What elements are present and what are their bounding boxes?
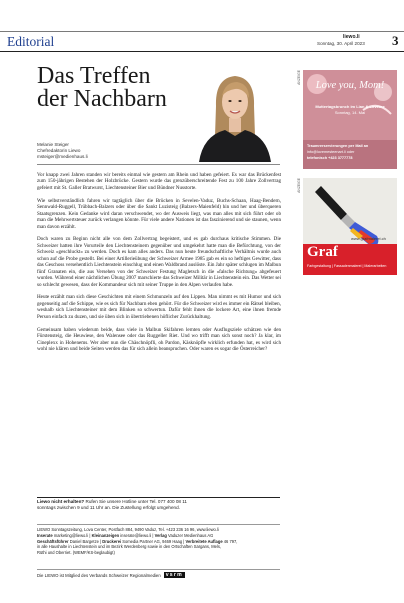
membership-text: Die LIEWO ist Mitglied des Verbands Schweizer Regionalmedien [37,572,161,578]
impressum-line: in alle Haushalte in Liechtenstein und im Bezirk Werdenberg sowie in den Ortschaften Sargans, Mels, [37,544,222,550]
ad-mothers-day[interactable] [303,70,397,169]
byline-divider [37,164,280,165]
delivery-notice-text: Rufen Sie unsere Hotline unter Tel. 077 400 08 11 [84,499,187,504]
ad-brand: Graf [307,244,338,260]
impressum-label: Druckerei [102,538,122,544]
impressum-label: Kleinanzeigen [91,532,120,538]
delivery-notice-text-2: sonntags zwischen 9 und 11 Uhr an. Die Zustellung erfolgt umgehend. [37,505,180,510]
ad-line: Traumrerservierungen per Mail an [307,144,369,148]
membership-divider [37,569,280,570]
header-divider [0,51,404,52]
ad-label: ANZEIGE [297,178,301,193]
paper-name: liewo.li [343,34,360,40]
delivery-notice-lead: Liewo nicht erhalten? [37,499,85,504]
headline [37,65,187,111]
headline-line-2: der Nachbarn [37,86,167,112]
vsrm-logo: vsrm [165,572,183,578]
impressum-label: Geschäftsführer [37,538,69,544]
impressum-value: 46 797, [222,538,238,544]
issue-date: Sonntag, 30. April 2023 [317,41,365,46]
impressum-label: Inserate [37,532,53,538]
impressum-label: Verbreitete Auflage [185,538,223,544]
ad-line: telefonisch +423 3777778 [307,156,353,160]
ad-line: Muttertagsbrunch im Lian & Loveme [315,104,385,109]
header-rule [0,31,404,32]
author-email[interactable]: msteiger@medienhaus.li [37,154,88,160]
paragraph: Gemeinsam haben wiederum beide, dass viele in Malbun Skifahren lernten oder Ausflugsziele schätzen wie den Fürstensteig, die Heuwiese, den Walensee oder das Ruggeller Riet. Und wo trifft man sich sonst noch? Ja klar, im Cineplexx in Hohenems. Wer aber nun die Chäschnöpfli, oh Pardon, Käsknöpfle wirklich erfunden hat, es wird sich wohl nie klären und beide Seiten werden das für sich allein beanspruchen. Oder waren es sogar die Österreicher? [37,326,281,352]
paragraph: Vor knapp zwei Jahren standen wir bereits einmal wie gestern am Rhein und haben gefeiert. Es war das Brückenfest zum 150-jährigen Bestehen der Holzbrücke. Gestern wurde das grenzüberschreitende Fest zu 100 Jahre Zollvertrag gefeiert mit St. Galler Bratwurst, Liechtensteiner Bier und Bündner Nusstorte. [37,172,281,191]
impressum-line: LIEWO Sonntagszeitung, Lova Center, Postfach 884, 9490 Vaduz, Tel. +423 236 16 96, www.liewo.li [37,527,219,532]
headline-line-1: Das Treffen [37,63,151,89]
impressum-line: Rüthi und Oberriet. (WEMF/KS-beglaubigt) [37,550,115,556]
byline [37,142,88,161]
impressum-label: Verlag [154,532,167,538]
ad-title: Love you, Mom! [315,80,385,91]
membership-line [37,572,185,578]
ad-line: Sonntag, 14. Mai [334,110,366,115]
paragraph: Wie selbstverständlich fahren wir tagtäglich über die Brücken in Sevelen-Vaduz, Buchs-Schaan, Haag-Bendern, Sennwald-Ruggell, Trübbach-Balzers oder über die Sankt Luzisteig (Balzers-Maienfeld) hin und her und überqueren Staatsgrenzen. Kein Gedanke wird daran verschwendet, wo der Ausweis liegt, was man alles mit sich führt oder ob man die Mehrwertsteuer zurück verlangen könnte. Für viele andere Nationen ist das faszinierend und sie staunen, wenn man davon erzählt. [37,197,281,230]
ad-line: info@lovemesteenart.li oder [307,150,355,154]
paragraph: Heute erzählt man sich diese Geschichten mit einem Schmunzeln auf den Lippen. Man nimmt es mit Humor und sich gegenseitig auf die Schippe, wie es sich für Nachbarn eben gehört. Für die Schweizer wird es immer ein Rätsel bleiben, weshalb sich Liechtensteiner mit dem Blinken so schwertun. Dafür fehlt ihnen die lockere Art, eine ihnen fremde Person einfach zu duzen, und sie üben sich in übertriebenen höflicher Zurückhaltung. [37,294,281,320]
author-portrait [189,66,280,162]
impressum-divider [37,524,280,525]
impressum-value: inserate@liewo.li | [119,532,155,538]
paragraph: Doch waren zu Beginn nicht alle von dem Zollvertrag begeistert, und es gab durchaus kritische Stimmen. Die Schweizer hatten ihre Vorurteile den Liechtensteinern gegenüber und umgekehrt hatte man die Befürchtung, von der Schweiz «geschluckt» zu werden. Doch es kam alles anders. Das nun heute freundschaftliche Verhältnis wurde auch schon auf die Probe gestellt. Bei einer Artillerieübung der Schweizer Armee 1985 gab es ein so heftiges Gewitter, dass das Geschoss versehentlich Liechtenstein einschlug und einen Waldbrand auslöste. Ein Jahr später schlugen im Malbun fünf Granaten ein, die aus Versehen von der Schweizer Festung Magletsch in die «falsche Richtung» abgefeuert wurden. Während einer nächtlichen Übung 2007 marschierte das Schweizer Militär in Liechtenstein ein. Das Wetter sei so schlecht gewesen, dass der Kommandeur sich mit seiner Truppe in den Alpen verlaufen habe. [37,236,281,288]
ad-label: ANZEIGE [297,70,301,85]
impressum-value: marketing@liewo.li | [52,532,92,538]
footer-divider [37,497,280,498]
author-portrait-illustration [189,66,280,162]
delivery-notice [37,499,280,511]
impressum-value: Daniel Bargetze | [68,538,103,544]
impressum-value: Vaduzer Medienhaus AG [166,532,214,538]
author-role: Chefredaktorin Liewo [37,148,81,154]
article-body [37,172,281,359]
ad-url[interactable]: www.grafmalerei.ch [351,236,386,241]
ad-tagline: Farbgestaltung | Fassadenmalerei | Malerarbeiten [307,264,387,268]
section-title: Editorial [7,34,55,49]
impressum-value: Somedia Partner AG, 9469 Haag | [121,538,186,544]
impressum [37,527,280,556]
ad-graf-malerei[interactable] [303,178,397,275]
page-number: 3 [392,33,399,48]
author-name: Melanie Steiger [37,142,69,147]
